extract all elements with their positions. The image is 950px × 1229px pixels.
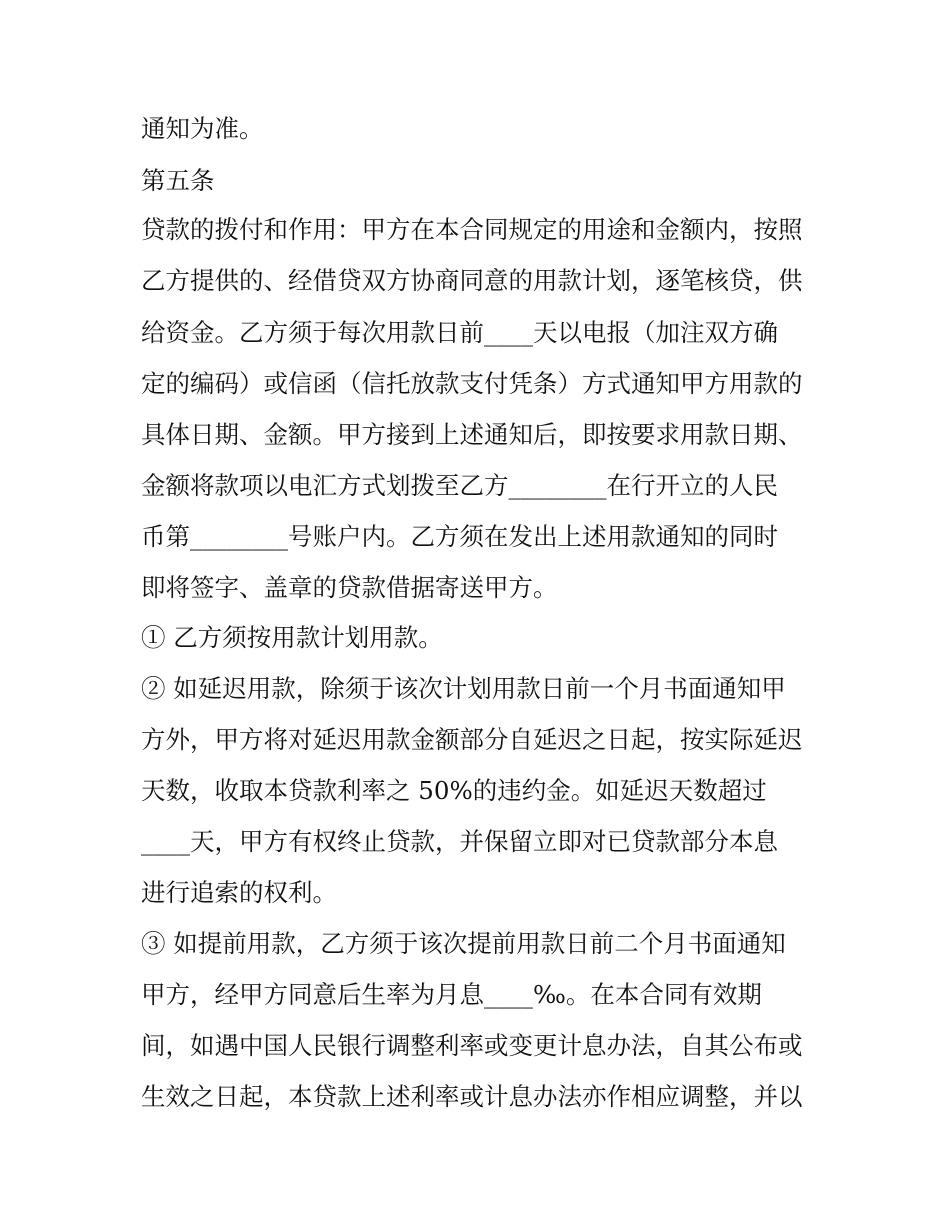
text-line: 具体日期、金额。甲方接到上述通知后，即按要求用款日期、 [141, 420, 803, 449]
text-line: 即将签字、盖章的贷款借据寄送甲方。 [141, 573, 558, 602]
list-item: ③ 如提前用款，乙方须于该次提前用款日前二个月书面通知 [141, 929, 786, 958]
text-line: 进行追索的权利。 [141, 878, 337, 907]
text-line: 通知为准。 [141, 114, 264, 143]
list-item: ① 乙方须按用款计划用款。 [141, 623, 443, 652]
article-heading: 第五条 [141, 166, 215, 195]
text-line: 甲方，经甲方同意后生率为月息____‰。在本合同有效期 [141, 980, 762, 1009]
text-line: ____天，甲方有权终止贷款，并保留立即对已贷款部分本息 [141, 827, 778, 856]
text-line: 方外，甲方将对延迟用款金额部分自延迟之日起，按实际延迟 [141, 725, 803, 754]
text-line: 天数，收取本贷款利率之 50%的违约金。如延迟天数超过 [141, 776, 767, 805]
text-line: 金额将款项以电汇方式划拨至乙方________在行开立的人民 [141, 471, 778, 500]
list-item: ② 如延迟用款，除须于该次计划用款日前一个月书面通知甲 [141, 674, 786, 703]
text-line: 生效之日起，本贷款上述利率或计息办法亦作相应调整，并以 [141, 1082, 803, 1111]
text-line: 间，如遇中国人民银行调整利率或变更计息办法，自其公布或 [141, 1031, 803, 1060]
text-line: 给资金。乙方须于每次用款日前____天以电报（加注双方确 [141, 318, 778, 347]
text-line: 定的编码）或信函（信托放款支付凭条）方式通知甲方用款的 [141, 369, 803, 398]
text-line: 乙方提供的、经借贷双方协商同意的用款计划，逐笔核贷，供 [141, 266, 803, 295]
text-line: 贷款的拨付和作用：甲方在本合同规定的用途和金额内，按照 [141, 215, 803, 244]
text-line: 币第________号账户内。乙方须在发出上述用款通知的同时 [141, 522, 778, 551]
